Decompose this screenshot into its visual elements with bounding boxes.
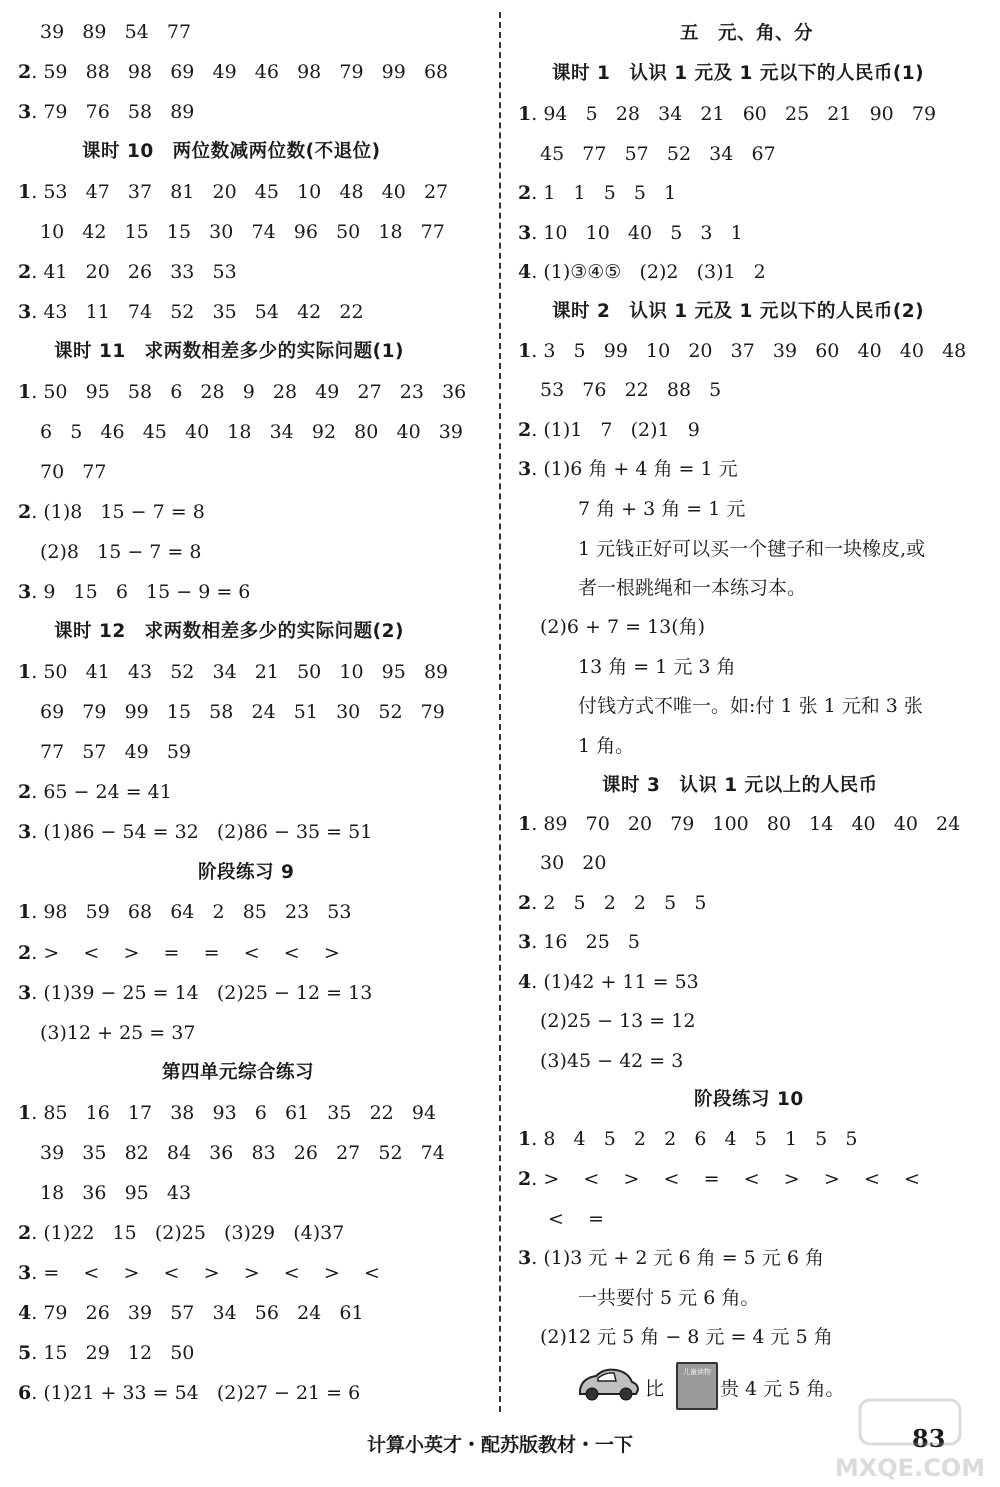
answer-text: (2)8 15 − 7 = 8 [40, 541, 202, 563]
question-number: 5 [18, 1342, 32, 1364]
question-number: 2 [18, 501, 32, 523]
answer-line [18, 500, 205, 524]
question-number: 2 [518, 182, 532, 204]
answer-text: 付钱方式不唯一。如:付 1 张 1 元和 3 张 [578, 695, 923, 717]
answer-line [540, 615, 705, 639]
question-number: 3 [18, 821, 32, 843]
answer-line [578, 734, 634, 758]
question-number: 3 [18, 982, 32, 1004]
answer-text: 18 36 95 43 [40, 1182, 192, 1204]
section-heading [198, 861, 294, 885]
answer-text: 7 角 + 3 角 = 1 元 [578, 498, 746, 520]
answer-line [518, 102, 936, 126]
heading-text: 课时 11 求两数相差多少的实际问题(1) [54, 341, 404, 362]
heading-text: 第四单元综合练习 [162, 1062, 315, 1083]
answer-line [18, 300, 364, 324]
answer-text: 者一根跳绳和一本练习本。 [578, 577, 807, 599]
answer-line [518, 260, 766, 284]
answer-text: . 15 29 12 50 [31, 1342, 195, 1364]
answer-text: 70 77 [40, 461, 107, 483]
answer-line [518, 812, 960, 836]
answer-text: 39 35 82 84 36 83 26 27 52 74 [40, 1142, 445, 1164]
answer-text: . 85 16 17 38 93 6 61 35 22 94 [31, 1102, 437, 1124]
answer-line [518, 418, 700, 442]
section-heading [54, 340, 404, 364]
section-heading [680, 22, 813, 46]
answer-line [578, 655, 736, 679]
answer-text: 53 76 22 88 5 [540, 379, 722, 401]
answer-line [40, 1141, 445, 1165]
question-number: 2 [518, 1168, 532, 1190]
answer-text: . 53 47 37 81 20 45 10 48 40 27 [31, 181, 449, 203]
answer-line [548, 1207, 604, 1231]
question-number: 1 [518, 340, 532, 362]
answer-text: . (1)③④⑤ (2)2 (3)1 2 [531, 261, 766, 283]
answer-line [578, 576, 806, 600]
answer-line [18, 1341, 194, 1365]
question-number: 3 [18, 581, 32, 603]
watermark-logo [800, 1394, 986, 1484]
answer-line [540, 142, 776, 166]
question-number: 4 [518, 971, 532, 993]
question-number: 6 [18, 1382, 32, 1404]
answer-text: . 50 95 58 6 28 9 28 49 27 23 36 [31, 381, 467, 403]
answer-text: . 79 76 58 89 [31, 101, 195, 123]
answer-line [18, 941, 340, 965]
answer-line [18, 180, 448, 204]
answer-text: . 89 70 20 79 100 80 14 40 40 24 [531, 813, 961, 835]
answer-text: . > < > = = < < > [31, 942, 340, 964]
question-number: 1 [518, 103, 532, 125]
footer-title: 计算小英才・配苏版教材・一下 [366, 1434, 633, 1456]
question-number: 3 [18, 301, 32, 323]
answer-text: . 9 15 6 15 − 9 = 6 [31, 581, 251, 603]
answer-text: (3)45 − 42 = 3 [540, 1050, 684, 1072]
answer-line [578, 537, 925, 561]
answer-text: . 65 − 24 = 41 [31, 781, 172, 803]
answer-text: < = [548, 1208, 604, 1230]
answer-text: (2)12 元 5 角 − 8 元 = 4 元 5 角 [540, 1326, 833, 1348]
question-number: 3 [518, 222, 532, 244]
answer-line [18, 900, 351, 924]
answer-line [40, 1021, 195, 1045]
answer-text: . (1)21 + 33 = 54 (2)27 − 21 = 6 [31, 1382, 361, 1404]
answer-line [40, 1181, 191, 1205]
answer-line [40, 420, 463, 444]
answer-text: . 8 4 5 2 2 6 4 5 1 5 5 [531, 1128, 858, 1150]
answer-text: 1 角。 [578, 735, 635, 757]
answer-text: . 94 5 28 34 21 60 25 21 90 79 [531, 103, 937, 125]
question-number: 3 [18, 101, 32, 123]
answer-line [540, 378, 721, 402]
answer-text: . 50 41 43 52 34 21 50 10 95 89 [31, 661, 449, 683]
answer-line [518, 1246, 824, 1270]
question-number: 3 [18, 1262, 32, 1284]
answer-text: . (1)42 + 11 = 53 [531, 971, 699, 993]
question-number: 2 [18, 781, 32, 803]
answer-line [18, 380, 466, 404]
section-heading [54, 620, 404, 644]
answer-line [518, 1127, 857, 1151]
answer-text: . 3 5 99 10 20 37 39 60 40 40 48 [531, 340, 967, 362]
answer-line [518, 221, 743, 245]
column-divider [499, 12, 501, 1412]
question-number: 3 [518, 1247, 532, 1269]
answer-line [18, 580, 250, 604]
answer-text: 一共要付 5 元 6 角。 [578, 1287, 760, 1309]
answer-text: 77 57 49 59 [40, 741, 192, 763]
price-difference-text: 贵 4 元 5 角。 [720, 1378, 845, 1400]
answer-text: 45 77 57 52 34 67 [540, 143, 776, 165]
answer-text: . > < > < = < > > < < [531, 1168, 920, 1190]
section-heading [552, 300, 924, 324]
answer-line [40, 220, 445, 244]
answer-text: (3)12 + 25 = 37 [40, 1022, 196, 1044]
answer-line [578, 1286, 759, 1310]
answer-line [18, 820, 372, 844]
answer-line [40, 460, 106, 484]
answer-line [18, 100, 194, 124]
book-icon [676, 1362, 718, 1410]
answer-line [578, 497, 745, 521]
question-number: 1 [18, 661, 32, 683]
heading-text: 课时 10 两位数减两位数(不退位) [82, 141, 381, 162]
question-number: 3 [518, 931, 532, 953]
heading-text: 课时 12 求两数相差多少的实际问题(2) [54, 621, 404, 642]
question-number: 2 [18, 261, 32, 283]
section-heading [162, 1061, 314, 1085]
answer-line [518, 181, 676, 205]
answer-line [40, 740, 191, 764]
heading-text: 阶段练习 9 [198, 862, 295, 883]
answer-text: . 79 26 39 57 34 56 24 61 [31, 1302, 364, 1324]
question-number: 1 [18, 381, 32, 403]
answer-line [40, 540, 201, 564]
answer-line [18, 1261, 380, 1285]
answer-line [540, 1325, 833, 1349]
question-number: 1 [518, 1128, 532, 1150]
question-number: 4 [518, 261, 532, 283]
answer-line [518, 891, 706, 915]
question-number: 1 [18, 1102, 32, 1124]
page-number: 83 [912, 1424, 946, 1453]
answer-line [518, 1167, 920, 1191]
answer-line [578, 694, 923, 718]
answer-text: . = < > < > > < > < [31, 1262, 380, 1284]
heading-text: 阶段练习 10 [694, 1089, 804, 1110]
answer-line [518, 339, 966, 363]
answer-line [18, 60, 448, 84]
answer-text: . 10 10 40 5 3 1 [531, 222, 743, 244]
compare-word: 比 [645, 1378, 665, 1400]
question-number: 2 [18, 61, 32, 83]
question-number: 2 [18, 1222, 32, 1244]
answer-text: 1 元钱正好可以买一个毽子和一块橡皮,或 [578, 538, 926, 560]
heading-text: 课时 3 认识 1 元以上的人民币 [602, 775, 878, 796]
answer-text: . 41 20 26 33 53 [31, 261, 237, 283]
answer-line [18, 1221, 344, 1245]
answer-text: 69 79 99 15 58 24 51 30 52 79 [40, 701, 445, 723]
answer-text: . (1)6 角 + 4 角 = 1 元 [531, 458, 738, 480]
section-heading [694, 1088, 804, 1112]
answer-text: 6 5 46 45 40 18 34 92 80 40 39 [40, 421, 463, 443]
answer-text: (2)25 − 13 = 12 [540, 1010, 696, 1032]
heading-text: 五 元、角、分 [680, 23, 814, 44]
answer-text: . 2 5 2 2 5 5 [531, 892, 707, 914]
question-number: 1 [518, 813, 532, 835]
answer-line [18, 1101, 436, 1125]
answer-text: . (1)8 15 − 7 = 8 [31, 501, 205, 523]
svg-text:MXQE.COM: MXQE.COM [834, 1454, 986, 1482]
answer-line [18, 780, 172, 804]
answer-line [518, 457, 738, 481]
answer-text: . (1)3 元 + 2 元 6 角 = 5 元 6 角 [531, 1247, 824, 1269]
answer-text: (2)6 + 7 = 13(角) [540, 616, 706, 638]
answer-line [40, 700, 445, 724]
question-number: 2 [18, 942, 32, 964]
answer-line [18, 1381, 360, 1405]
answer-line [540, 851, 606, 875]
answer-text: . 1 1 5 5 1 [531, 182, 677, 204]
answer-line [18, 1301, 364, 1325]
answer-line [540, 1009, 695, 1033]
heading-text: 课时 1 认识 1 元及 1 元以下的人民币(1) [552, 63, 925, 84]
book-icon-label: 儿童读物 [683, 1368, 711, 1376]
answer-line [18, 660, 448, 684]
answer-text: . 43 11 74 52 35 54 42 22 [31, 301, 364, 323]
toy-car-icon [576, 1366, 640, 1402]
section-heading [602, 774, 878, 798]
section-heading [552, 62, 924, 86]
answer-text: . (1)1 7 (2)1 9 [531, 419, 700, 441]
question-number: 3 [518, 458, 532, 480]
answer-text: . (1)22 15 (2)25 (3)29 (4)37 [31, 1222, 345, 1244]
question-number: 2 [518, 419, 532, 441]
answer-text: 39 89 54 77 [40, 21, 192, 43]
heading-text: 课时 2 认识 1 元及 1 元以下的人民币(2) [552, 301, 925, 322]
question-number: 1 [18, 901, 32, 923]
answer-line [540, 1049, 683, 1073]
question-number: 4 [18, 1302, 32, 1324]
answer-text: . 59 88 98 69 49 46 98 79 99 68 [31, 61, 449, 83]
answer-text: 13 角 = 1 元 3 角 [578, 656, 736, 678]
answer-text: 30 20 [540, 852, 607, 874]
answer-line [518, 930, 640, 954]
question-number: 1 [18, 181, 32, 203]
answer-line [18, 981, 372, 1005]
answer-line [518, 970, 699, 994]
answer-line [18, 260, 237, 284]
answer-line [40, 20, 191, 44]
section-heading [82, 140, 381, 164]
answer-text: 10 42 15 15 30 74 96 50 18 77 [40, 221, 445, 243]
answer-text: . (1)86 − 54 = 32 (2)86 − 35 = 51 [31, 821, 373, 843]
answer-text: . (1)39 − 25 = 14 (2)25 − 12 = 13 [31, 982, 373, 1004]
answer-text: . 98 59 68 64 2 85 23 53 [31, 901, 352, 923]
question-number: 2 [518, 892, 532, 914]
answer-text: . 16 25 5 [531, 931, 640, 953]
